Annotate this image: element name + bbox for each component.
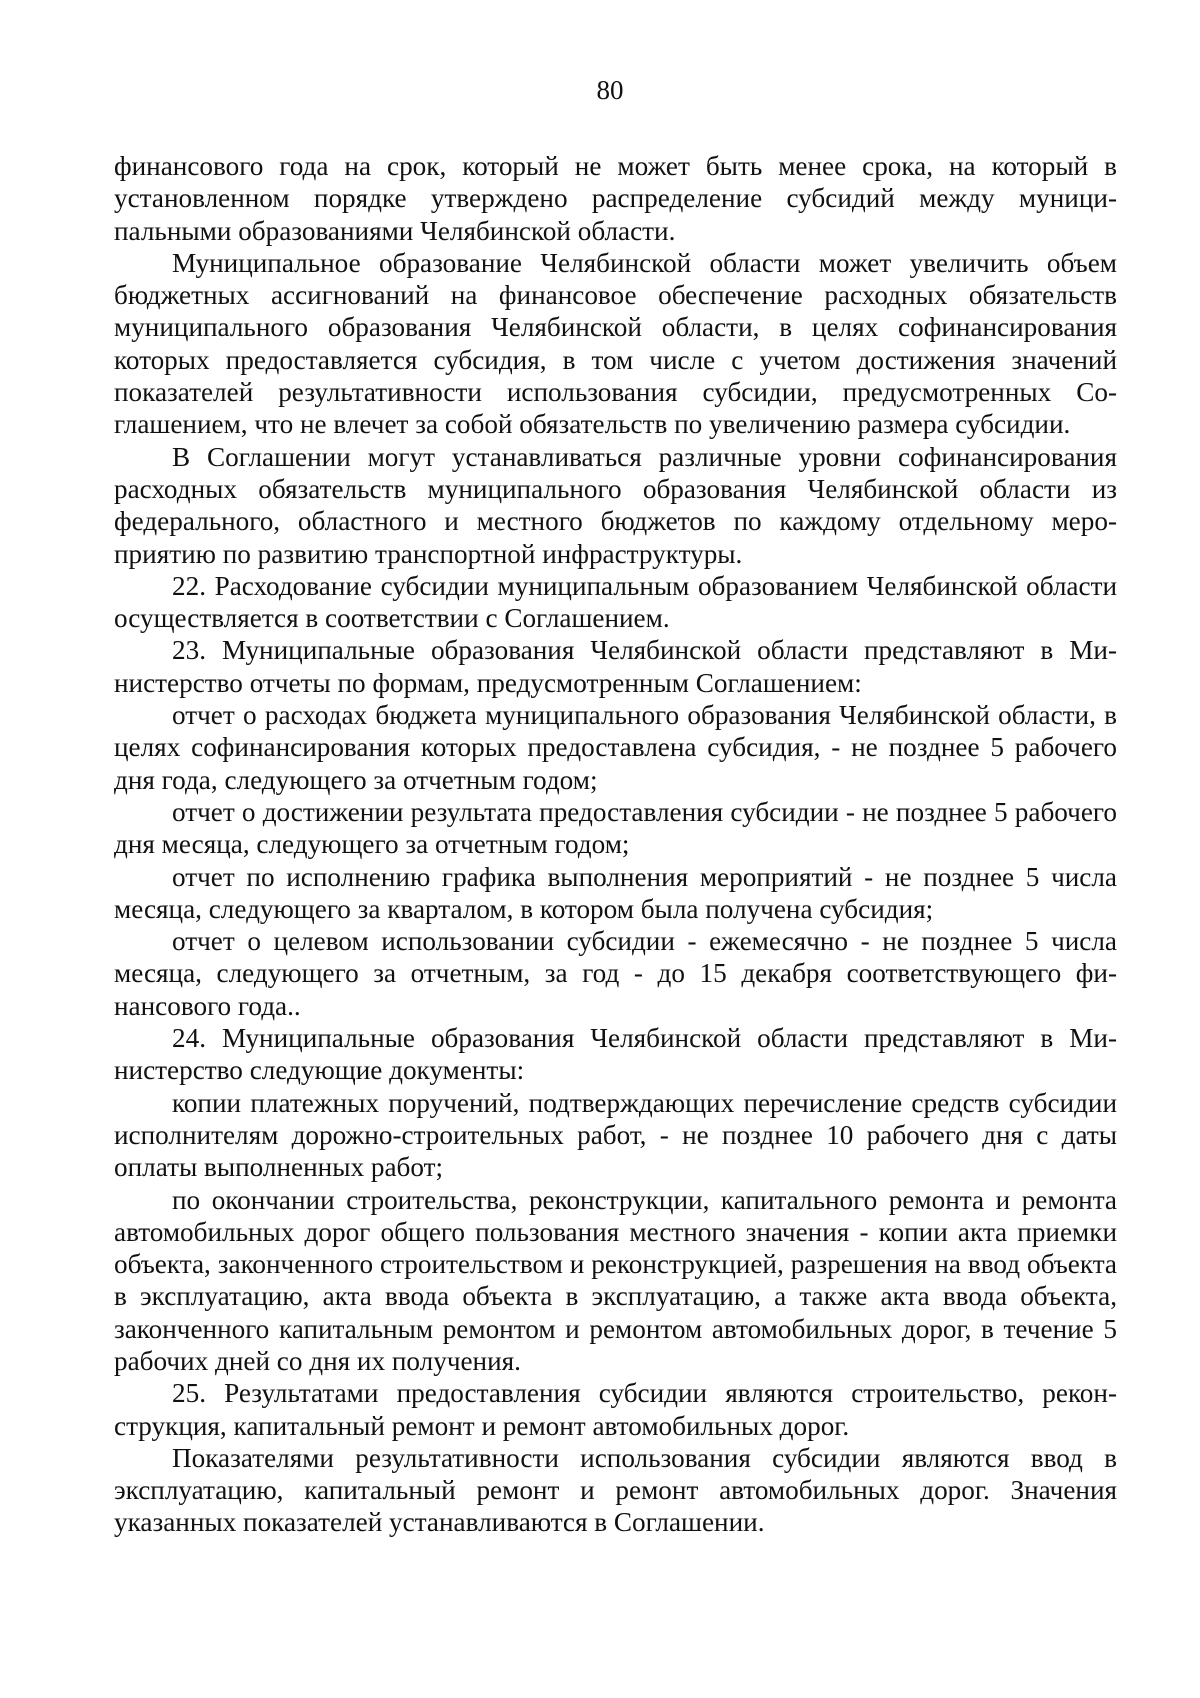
paragraph-performance-indicators: Показателями результативности использования субсидии являются ввод в эксплуатацию, капитальный ремонт и ремонт автомобильных дорог. Значения указанных показателей устанавливаются в Соглашении. — [114, 1442, 1117, 1538]
paragraph-report-expenses: отчет о расходах бюджета муниципального образования Челябинской области, в целях софинансирования которых предоставлена субсидия, - не позднее 5 рабочего дня года, следующего за отчетным годом; — [114, 700, 1117, 795]
paragraph-budget-increase: Муниципальное образование Челябинской области может увеличить объем бюджетных ассигнований на финансовое обеспечение расходных обязательств муниципального образования Челябинской области, в целях софинансирования которых предоставляется субсидия, в том числе с учетом достижения значений показателей результативности использования субсидии, предусмотренных Соглашением, что не влечет за собой обязательств по увеличению размера субсидии. — [114, 247, 1117, 440]
paragraph-item-23: 23. Муниципальные образования Челябинской области представляют в Министерство отчеты по формам, предусмотренным Соглашением: — [114, 635, 1117, 698]
paragraph-cofinancing-levels: В Соглашении могут устанавливаться различные уровни софинансирования расходных обязательств муниципального образования Челябинской области из федерального, областного и местного бюджетов по каждому отдельному мероприятию по развитию транспортной инфраструктуры. — [114, 441, 1117, 569]
paragraph-report-schedule: отчет по исполнению графика выполнения мероприятий - не позднее 5 числа месяца, следующего за кварталом, в котором была получена субсидия; — [114, 861, 1117, 924]
paragraph-report-result: отчет о достижении результата предоставления субсидии - не позднее 5 рабочего дня месяца, следующего за отчетным годом; — [114, 796, 1117, 860]
paragraph-acceptance-documents: по окончании строительства, реконструкции, капитального ремонта и ремонта автомобильных дорог общего пользования местного значения - копии акта приемки объекта, законченного строительством и реконструкцией, разрешения на ввод объекта в эксплуатацию, акта ввода объекта в эксплуатацию, а также акта ввода объекта, законченного капитальным ремонтом и ремонтом автомобильных дорог, в течение 5 рабочих дней со дня их получения. — [114, 1184, 1117, 1376]
paragraph-payment-orders: копии платежных поручений, подтверждающих перечисление средств субсидии исполнителям дорожно-строительных работ, - не позднее 10 рабочего дня с даты оплаты выполненных работ; — [114, 1087, 1117, 1183]
paragraph-report-target-use: отчет о целевом использовании субсидии - ежемесячно - не позднее 5 числа месяца, следующего за отчетным, за год - до 15 декабря соответствующего финансового года.. — [114, 926, 1117, 1021]
paragraph-item-22: 22. Расходование субсидии муниципальным образованием Челябинской области осуществляется в соответствии с Соглашением. — [114, 570, 1117, 634]
page-number: 80 — [596, 75, 624, 105]
paragraph-item-24: 24. Муниципальные образования Челябинской области представляют в Министерство следующие документы: — [114, 1023, 1117, 1086]
document-body — [114, 150, 1117, 1539]
paragraph-item-25: 25. Результатами предоставления субсидии являются строительство, реконструкция, капитальный ремонт и ремонт автомобильных дорог. — [114, 1378, 1117, 1441]
paragraph-continuation: финансового года на срок, который не может быть менее срока, на который в установленном порядке утверждено распределение субсидий между муниципальными образованиями Челябинской области. — [114, 151, 1117, 246]
